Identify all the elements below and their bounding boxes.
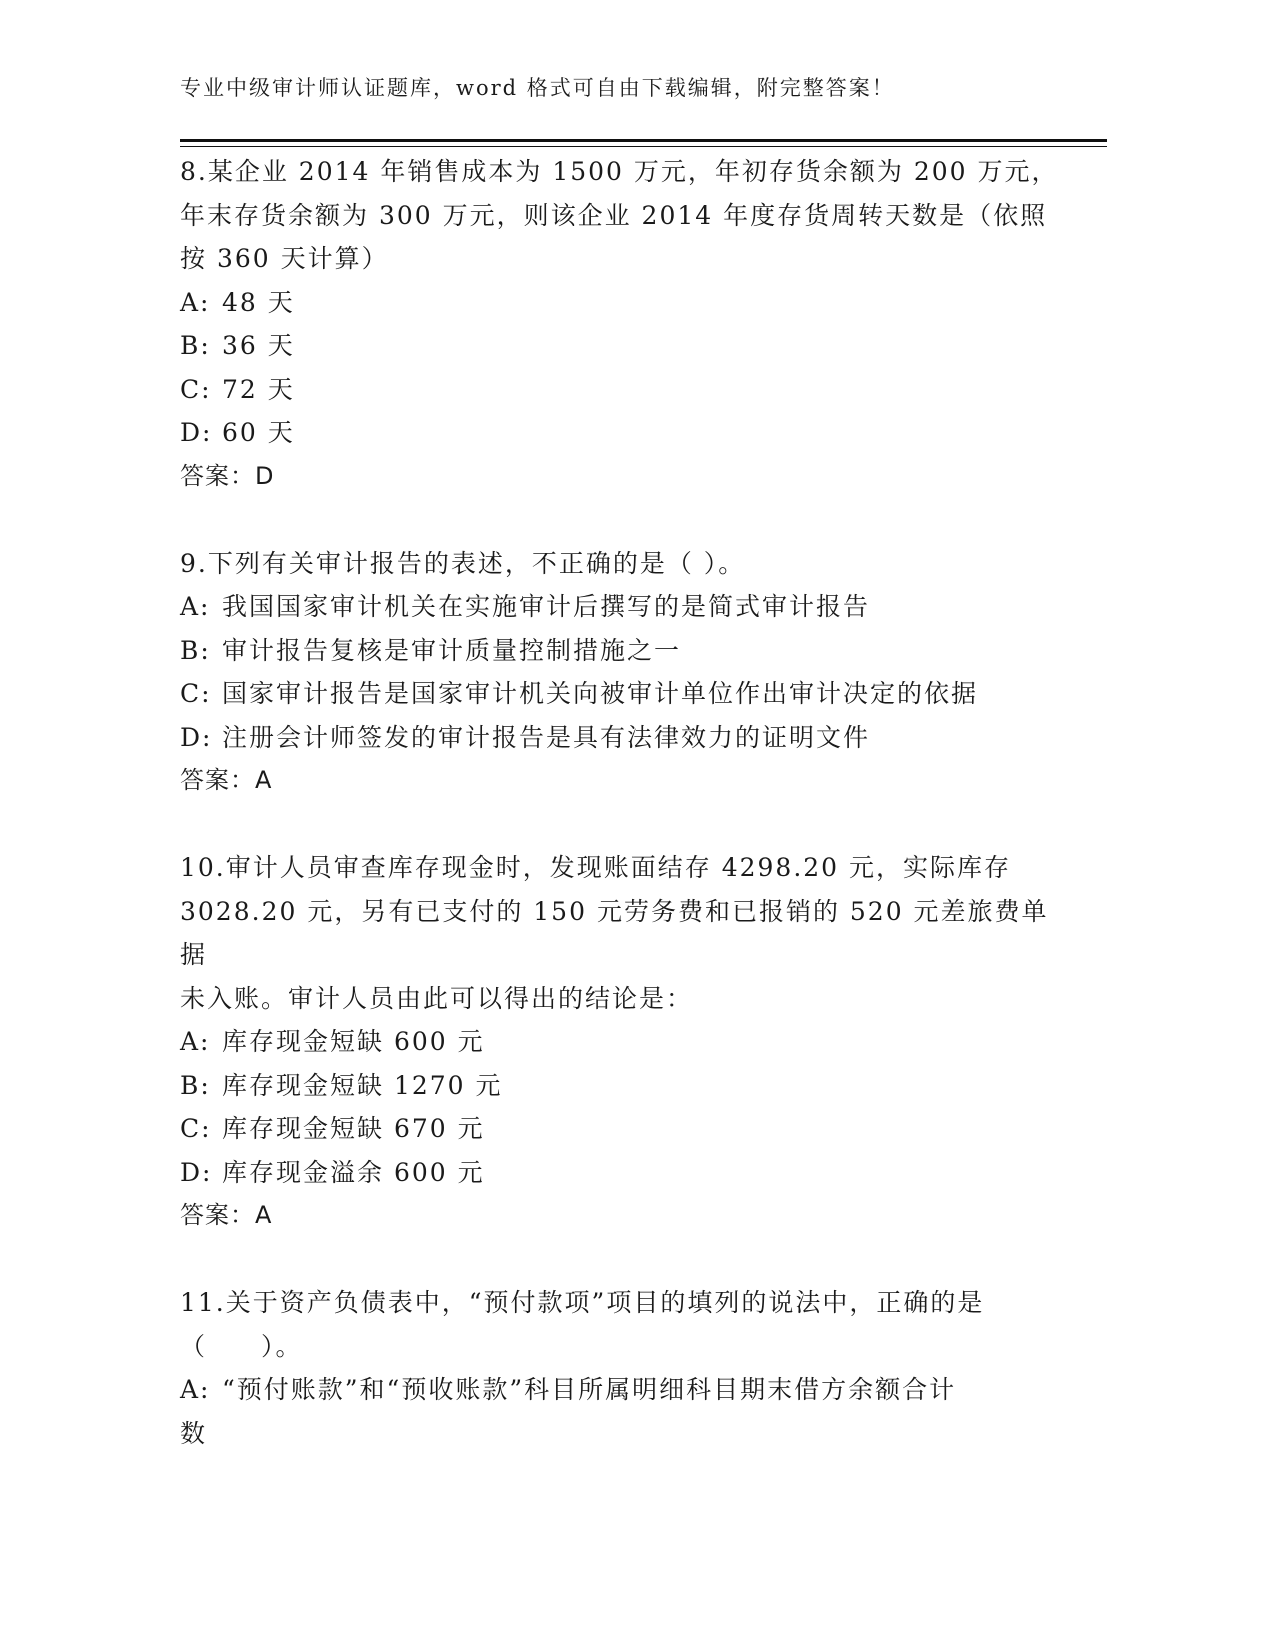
option-letter: C: [180, 679, 212, 708]
option-letter: D: [180, 1157, 213, 1187]
option-text: 库存现金短缺 1270 元 [222, 1070, 503, 1100]
stem-line: 年末存货余额为 300 万元，则该企业 2014 年度存货周转天数是（依照 [180, 200, 1048, 230]
option-letter: A: [180, 287, 211, 317]
option-c [180, 1107, 1060, 1151]
option-letter: C: [180, 374, 212, 404]
answer-label: 答案：A [180, 766, 273, 794]
option-letter: D: [180, 418, 213, 447]
option-text: 60 天 [222, 418, 295, 447]
question-stem [180, 1281, 1060, 1368]
option-text: 库存现金短缺 600 元 [222, 1027, 485, 1056]
stem-line: 11.关于资产负债表中，“预付款项”项目的填列的说法中，正确的是 [180, 1288, 985, 1317]
question-list [180, 150, 1060, 1455]
stem-line: 按 360 天计算） [180, 244, 389, 273]
question-9 [180, 542, 1060, 803]
option-d [180, 1151, 1060, 1195]
question-10 [180, 846, 1060, 1238]
option-letter: B: [180, 635, 211, 665]
option-text: 库存现金溢余 600 元 [222, 1157, 485, 1187]
stem-line: 8.某企业 2014 年销售成本为 1500 万元，年初存货余额为 200 万元， [180, 157, 1059, 186]
answer-label: 答案：D [180, 461, 275, 490]
option-text: 国家审计报告是国家审计机关向被审计单位作出审计决定的依据 [222, 679, 979, 708]
option-letter: C: [180, 1114, 212, 1143]
option-text: 我国国家审计机关在实施审计后撰写的是简式审计报告 [222, 592, 871, 621]
header-rule-thick [180, 139, 1107, 142]
option-letter: B: [180, 1070, 211, 1100]
option-text: 48 天 [222, 287, 295, 317]
option-text: 审计报告复核是审计质量控制措施之一 [222, 635, 682, 665]
option-text: 72 天 [222, 374, 295, 404]
option-c [180, 672, 1060, 716]
question-11 [180, 1281, 1060, 1455]
option-d [180, 716, 1060, 760]
stem-line: 3028.20 元，另有已支付的 150 元劳务费和已报销的 520 元差旅费单据 [180, 896, 1049, 969]
question-stem [180, 150, 1060, 281]
option-a [180, 1368, 1060, 1412]
header-rule-thin [180, 146, 1107, 147]
option-letter: B: [180, 331, 211, 360]
option-letter: D: [180, 722, 213, 752]
option-d [180, 411, 1060, 455]
question-8 [180, 150, 1060, 498]
option-letter: A: [180, 1375, 211, 1404]
option-a [180, 585, 1060, 629]
stem-line: 9.下列有关审计报告的表述，不正确的是（ ）。 [180, 548, 746, 578]
option-letter: A: [180, 592, 211, 621]
option-a [180, 1020, 1060, 1064]
option-c [180, 368, 1060, 412]
option-b [180, 1064, 1060, 1108]
answer-label: 答案：A [180, 1201, 273, 1229]
option-a [180, 281, 1060, 325]
option-text: 数 [180, 1418, 208, 1448]
option-letter: A: [180, 1027, 211, 1056]
option-a-continued [180, 1412, 1060, 1456]
stem-line: 10.审计人员审查库存现金时，发现账面结存 4298.20 元，实际库存 [180, 853, 1012, 882]
question-stem [180, 846, 1060, 1020]
option-b [180, 629, 1060, 673]
stem-line: 未入账。审计人员由此可以得出的结论是： [180, 983, 694, 1013]
stem-line: （ ）。 [180, 1331, 303, 1361]
option-text: 库存现金短缺 670 元 [222, 1114, 485, 1143]
page-header: 专业中级审计师认证题库，word 格式可自由下载编辑，附完整答案！ [180, 76, 895, 100]
question-stem [180, 542, 1060, 586]
option-text: 36 天 [222, 331, 295, 360]
option-text: 注册会计师签发的审计报告是具有法律效力的证明文件 [222, 722, 871, 752]
option-b [180, 324, 1060, 368]
option-text: “预付账款”和“预收账款”科目所属明细科目期末借方余额合计 [222, 1375, 957, 1404]
